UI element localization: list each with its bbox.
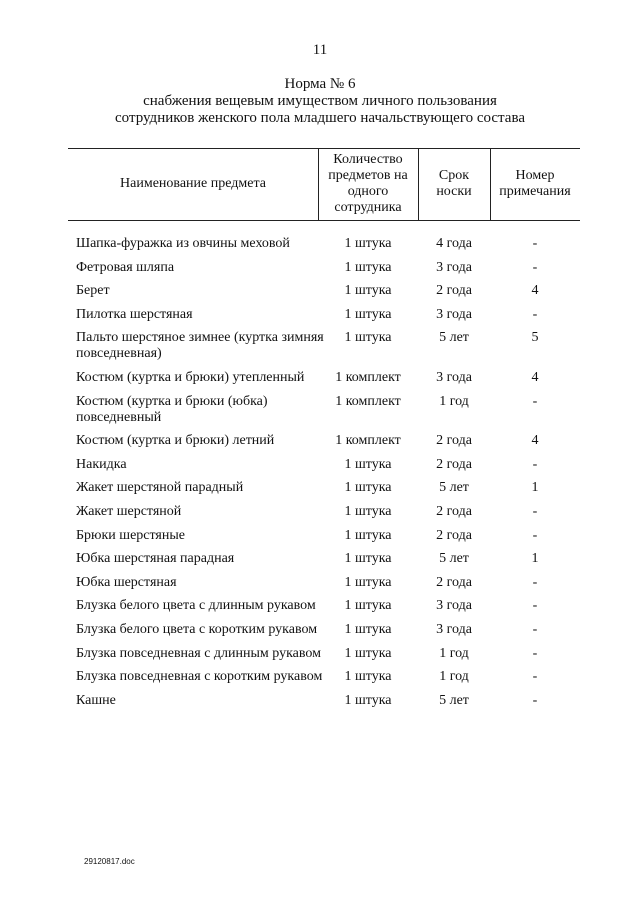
item-term: 5 лет — [439, 692, 469, 708]
item-term: 3 года — [436, 259, 472, 275]
table-row — [0, 598, 640, 614]
item-term: 3 года — [436, 306, 472, 322]
item-note: - — [532, 692, 538, 708]
table-row — [0, 693, 640, 709]
table-row — [0, 394, 640, 426]
item-name: Блузка белого цвета с коротким рукавом — [76, 621, 318, 637]
item-name: Блузка повседневная с длинным рукавом — [76, 645, 321, 661]
table-row — [0, 370, 640, 386]
item-quantity: 1 комплект — [335, 393, 401, 409]
item-note: - — [532, 236, 538, 251]
header-quantity: Количество предметов на одного сотрудника — [328, 152, 408, 215]
table-row — [0, 457, 640, 473]
header-name: Наименование предмета — [120, 176, 266, 191]
item-quantity: 1 штука — [344, 306, 392, 322]
item-note: - — [532, 456, 538, 472]
table-row — [0, 480, 640, 496]
item-note: - — [532, 598, 538, 614]
item-quantity: 1 штука — [344, 645, 392, 661]
item-name: Берет — [76, 283, 110, 299]
item-name: Брюки шерстяные — [76, 527, 185, 543]
item-name: Костюм (куртка и брюки (юбка) повседневный — [76, 393, 268, 425]
item-quantity: 1 комплект — [335, 369, 401, 385]
page-number: 11 — [312, 42, 328, 58]
item-name: Костюм (куртка и брюки) утепленный — [76, 369, 305, 385]
item-term: 3 года — [436, 621, 472, 637]
table-row — [0, 669, 640, 685]
item-quantity: 1 комплект — [335, 433, 401, 449]
item-term: 1 год — [439, 669, 469, 685]
item-term: 5 лет — [439, 551, 469, 567]
item-term: 1 год — [439, 393, 469, 409]
item-quantity: 1 штука — [344, 692, 392, 708]
item-name: Жакет шерстяной парадный — [76, 480, 244, 496]
item-term: 3 года — [436, 598, 472, 614]
header-term: Срок носки — [436, 168, 472, 199]
item-name: Блузка белого цвета с длинным рукавом — [76, 598, 316, 614]
item-quantity: 1 штука — [344, 330, 392, 346]
title-line-2: снабжения вещевым имуществом личного пользования — [143, 93, 497, 109]
item-quantity: 1 штука — [344, 527, 392, 543]
title-line-3: сотрудников женского пола младшего начальствующего состава — [115, 110, 525, 126]
item-name: Юбка шерстяная — [76, 574, 177, 590]
table-row — [0, 575, 640, 591]
header-note: Номер примечания — [499, 168, 571, 199]
item-quantity: 1 штука — [344, 236, 392, 251]
item-term: 3 года — [436, 369, 472, 385]
item-name: Юбка шерстяная парадная — [76, 551, 235, 567]
item-term: 2 года — [436, 574, 472, 590]
item-note: 1 — [531, 551, 539, 567]
table-row — [0, 283, 640, 299]
item-quantity: 1 штука — [344, 480, 392, 496]
item-name: Жакет шерстяной — [76, 503, 182, 519]
item-term: 2 года — [436, 433, 472, 449]
table-row — [0, 646, 640, 662]
item-quantity: 1 штука — [344, 283, 392, 299]
item-note: 4 — [531, 369, 539, 385]
item-term: 2 года — [436, 283, 472, 299]
item-note: 5 — [531, 330, 539, 346]
item-note: - — [532, 669, 538, 685]
item-name: Блузка повседневная с коротким рукавом — [76, 669, 323, 685]
item-quantity: 1 штука — [344, 598, 392, 614]
table-row — [0, 307, 640, 323]
item-note: - — [532, 393, 538, 409]
table-row — [0, 504, 640, 520]
item-name: Шапка-фуражка из овчины меховой — [76, 236, 290, 251]
item-term: 5 лет — [439, 480, 469, 496]
item-note: 4 — [531, 283, 539, 299]
table-row — [0, 622, 640, 638]
item-quantity: 1 штука — [344, 259, 392, 275]
item-note: 1 — [531, 480, 539, 496]
item-term: 4 года — [436, 236, 472, 251]
item-name: Фетровая шляпа — [76, 259, 175, 275]
item-name: Кашне — [76, 692, 116, 708]
item-name: Пальто шерстяное зимнее (куртка зимняя повседневная) — [76, 330, 324, 362]
item-quantity: 1 штука — [344, 551, 392, 567]
item-name: Пилотка шерстяная — [76, 306, 193, 322]
item-note: - — [532, 574, 538, 590]
item-term: 2 года — [436, 527, 472, 543]
item-term: 2 года — [436, 503, 472, 519]
item-note: - — [532, 503, 538, 519]
item-note: - — [532, 527, 538, 543]
item-note: 4 — [531, 433, 539, 449]
item-quantity: 1 штука — [344, 503, 392, 519]
item-quantity: 1 штука — [344, 669, 392, 685]
item-quantity: 1 штука — [344, 621, 392, 637]
table-row — [0, 551, 640, 567]
item-term: 1 год — [439, 645, 469, 661]
table-header-rule — [68, 220, 580, 221]
item-quantity: 1 штука — [344, 456, 392, 472]
item-name: Накидка — [76, 456, 127, 472]
table-body — [0, 236, 640, 716]
document-title — [0, 76, 640, 127]
item-note: - — [532, 259, 538, 275]
table-row — [0, 260, 640, 276]
footer-filename: 29120817.doc — [84, 857, 135, 866]
item-quantity: 1 штука — [344, 574, 392, 590]
item-note: - — [532, 645, 538, 661]
table-row — [0, 528, 640, 544]
table-row — [0, 433, 640, 449]
item-name: Костюм (куртка и брюки) летний — [76, 433, 275, 449]
table-row — [0, 330, 640, 362]
table-row — [0, 236, 640, 252]
item-note: - — [532, 306, 538, 322]
item-note: - — [532, 621, 538, 637]
item-term: 5 лет — [439, 330, 469, 346]
item-term: 2 года — [436, 456, 472, 472]
title-line-1: Норма № 6 — [284, 76, 356, 92]
